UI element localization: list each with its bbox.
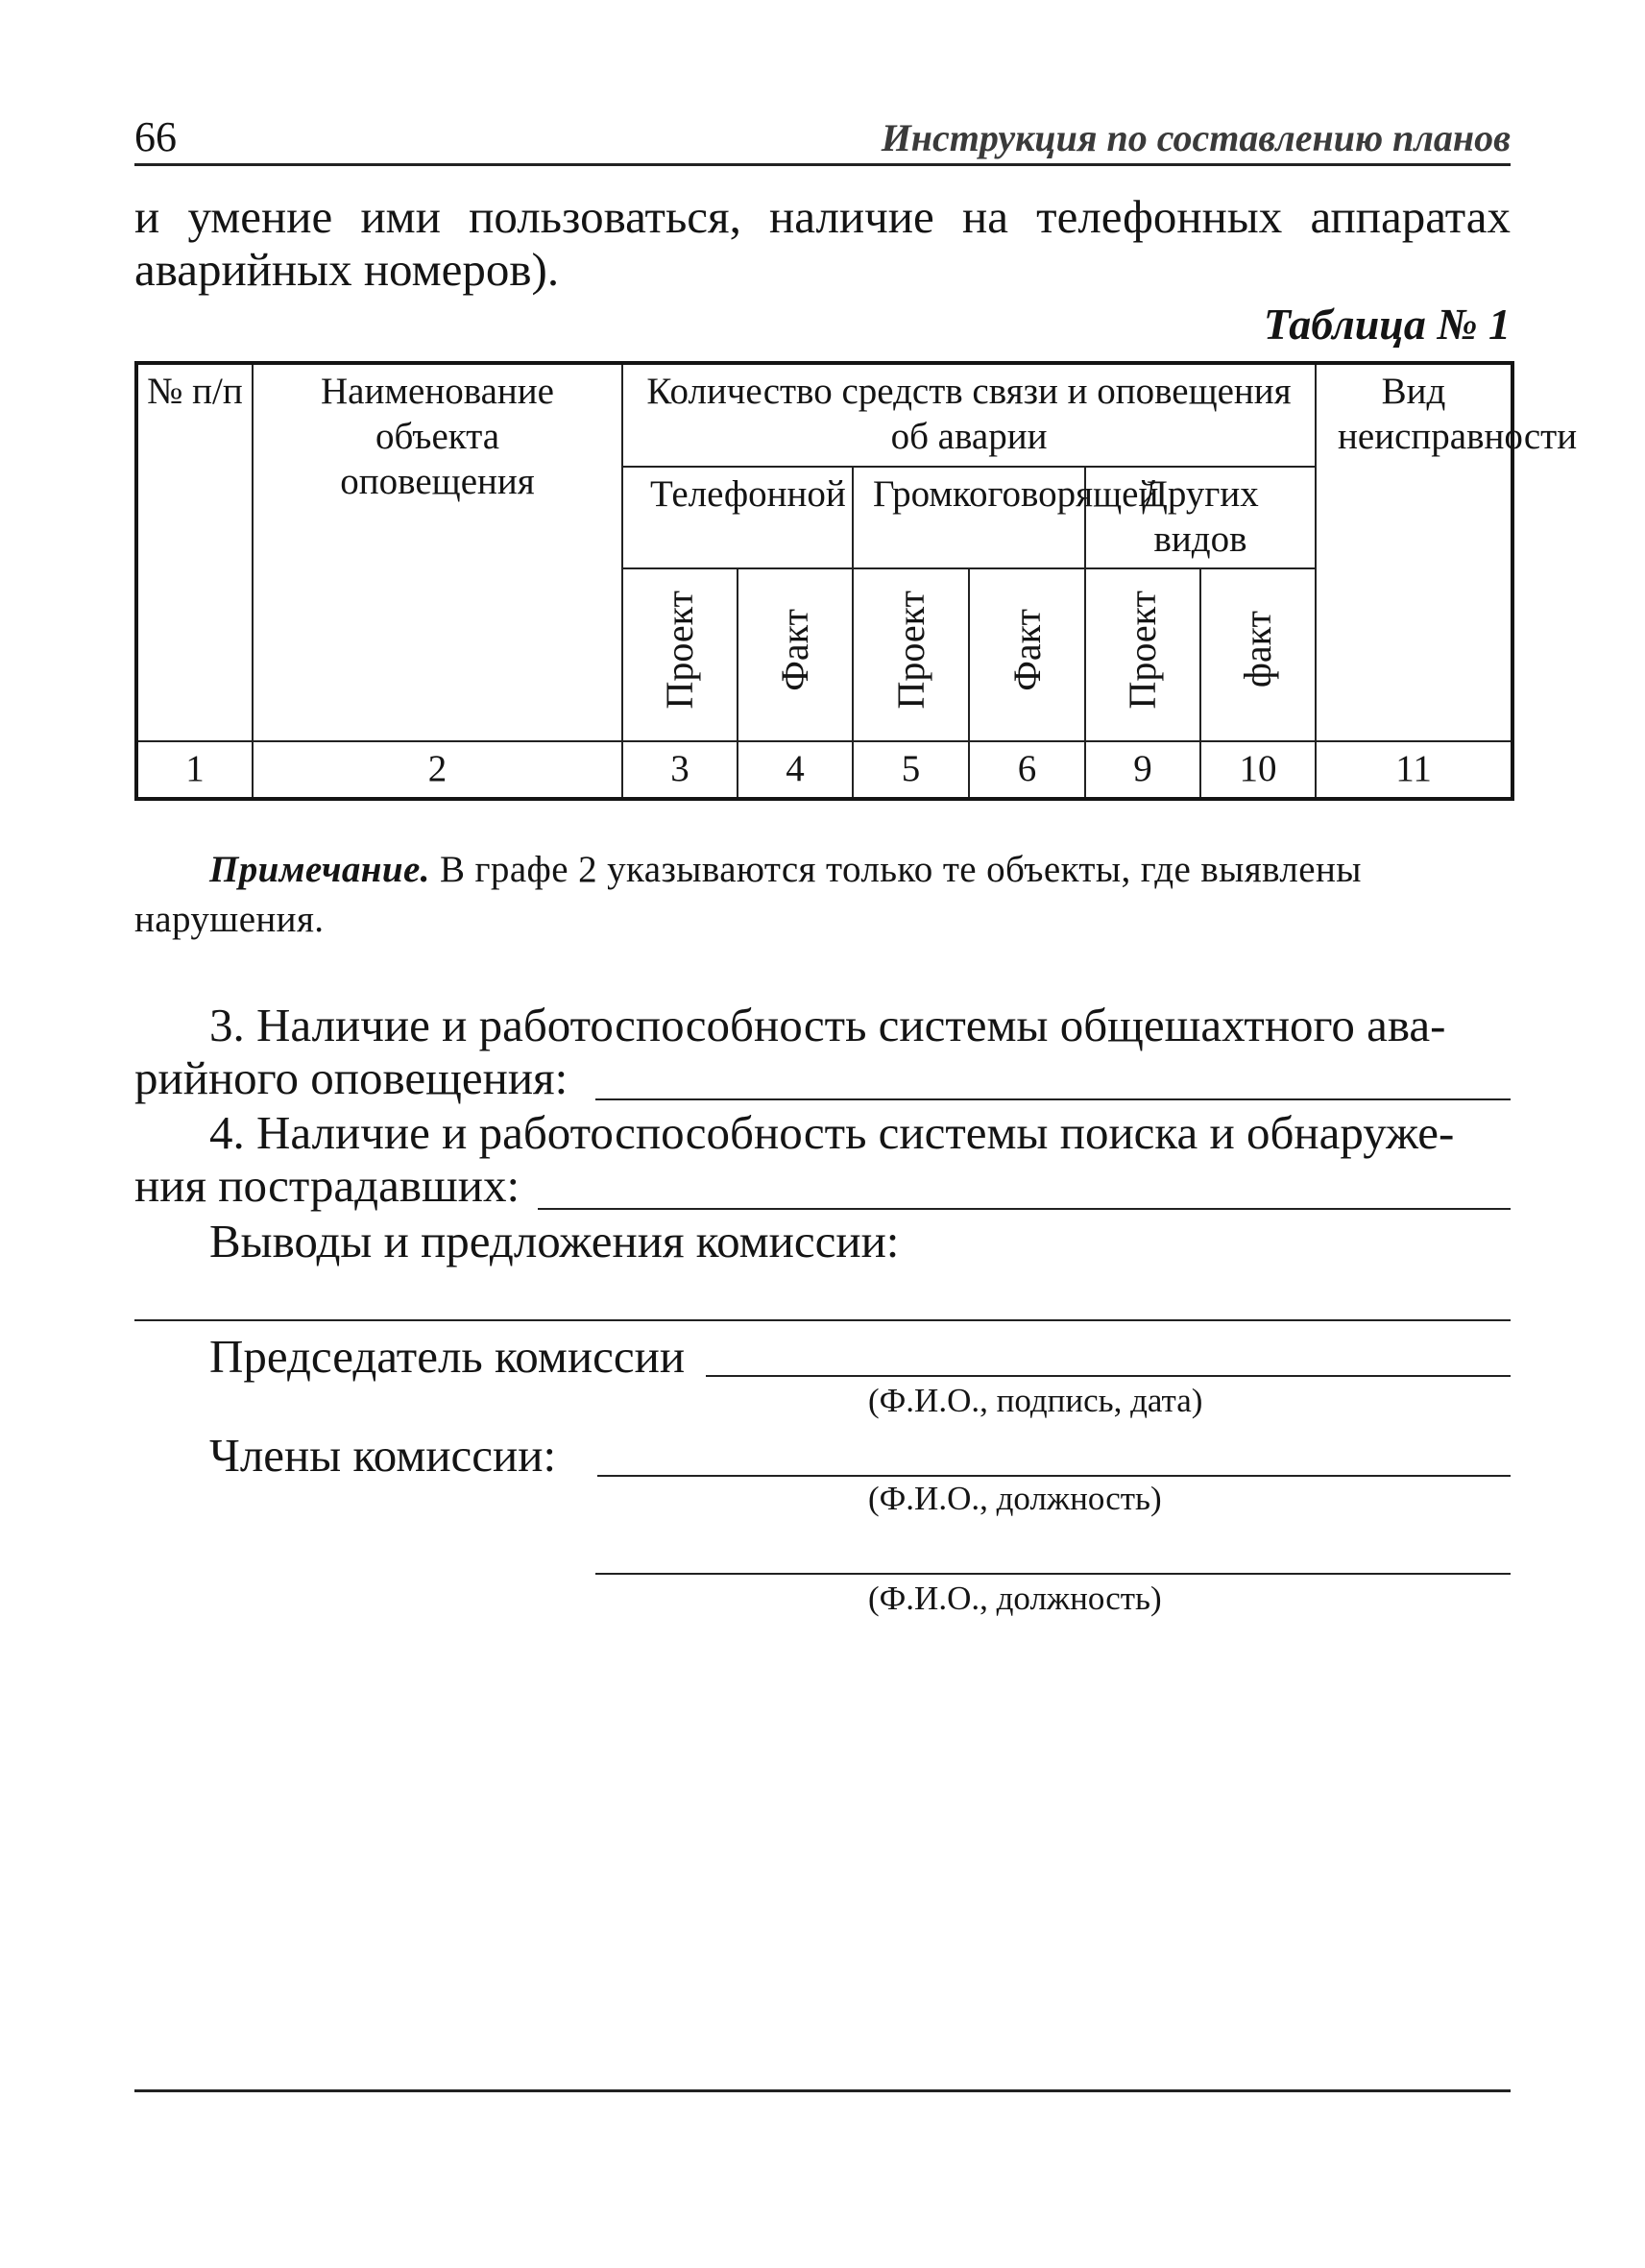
column-number: 10: [1200, 741, 1316, 799]
note-text-continuation: нарушения.: [134, 899, 325, 940]
item-4-fill-field: [538, 1208, 1511, 1210]
running-title: Инструкция по составлению планов: [881, 116, 1511, 159]
subheader-label: Проект: [658, 590, 701, 710]
subheader-fact-speaker: [969, 568, 1085, 741]
column-number: 5: [853, 741, 969, 799]
subheader-label: Факт: [773, 608, 816, 691]
column-number: 11: [1316, 741, 1512, 799]
column-number: 1: [136, 741, 253, 799]
item-3-fill-field: [595, 1098, 1511, 1100]
header-quantity: Количество средств связи и оповещения об аварии: [622, 363, 1316, 467]
subheader-project-other: [1085, 568, 1200, 741]
chairman-signature-field: [706, 1375, 1511, 1377]
subheader-fact-phone: [738, 568, 853, 741]
column-number-row: [136, 741, 1512, 799]
subheader-label: факт: [1236, 611, 1280, 688]
header-phone: Телефонной: [622, 467, 853, 568]
member-field-hint-1: (Ф.И.О., должность): [868, 1480, 1162, 1517]
continuation-paragraph: и умение ими пользоваться, наличие на телефонных аппаратах аварийных номеров).: [134, 190, 1511, 296]
column-number: 2: [253, 741, 622, 799]
note-text: В графе 2 указываются только те объекты, где выявлены: [439, 849, 1362, 890]
subheader-label: Проект: [888, 590, 932, 710]
item-3-line-2: рийного оповещения:: [134, 1051, 568, 1104]
column-number: 4: [738, 741, 853, 799]
member-field-hint-2: (Ф.И.О., должность): [868, 1580, 1162, 1617]
report-table: [134, 361, 1578, 801]
subheader-label: Проект: [1121, 590, 1164, 710]
member-signature-field-1: [597, 1475, 1511, 1477]
members-label: Члены комиссии:: [209, 1429, 557, 1482]
subheader-fact-other: [1200, 568, 1316, 741]
header-defect-type: Вид неисправности: [1316, 363, 1512, 741]
header-num: № п/п: [136, 363, 253, 741]
table-note: [209, 845, 1511, 895]
chairman-label: Председатель комиссии: [209, 1330, 686, 1383]
column-number: 3: [622, 741, 738, 799]
column-number: 9: [1085, 741, 1200, 799]
conclusions-fill-field: [134, 1319, 1511, 1321]
table-caption: Таблица № 1: [1263, 300, 1511, 349]
footer-rule: [134, 2089, 1511, 2092]
header-object-name: Наименование объекта оповещения: [253, 363, 622, 741]
header-other: Других видов: [1085, 467, 1316, 568]
chairman-field-hint: (Ф.И.О., подпись, дата): [868, 1382, 1203, 1419]
item-3-line-1: 3. Наличие и работоспособность системы общешахтного ава-: [209, 999, 1446, 1051]
page-number: 66: [134, 113, 177, 160]
subheader-label: Факт: [1004, 608, 1049, 691]
note-label: Примечание.: [209, 849, 430, 890]
subheader-project-phone: [622, 568, 738, 741]
header-rule: [134, 163, 1511, 166]
member-signature-field-2: [595, 1573, 1511, 1575]
conclusions-heading: Выводы и предложения комиссии:: [209, 1215, 900, 1267]
header-loudspeaker: Громкоговорящей: [853, 467, 1085, 568]
column-number: 6: [969, 741, 1085, 799]
subheader-project-speaker: [853, 568, 969, 741]
item-4-line-1: 4. Наличие и работоспособность системы поиска и обнаруже-: [209, 1106, 1455, 1159]
item-4-line-2: ния пострадавших:: [134, 1159, 520, 1212]
